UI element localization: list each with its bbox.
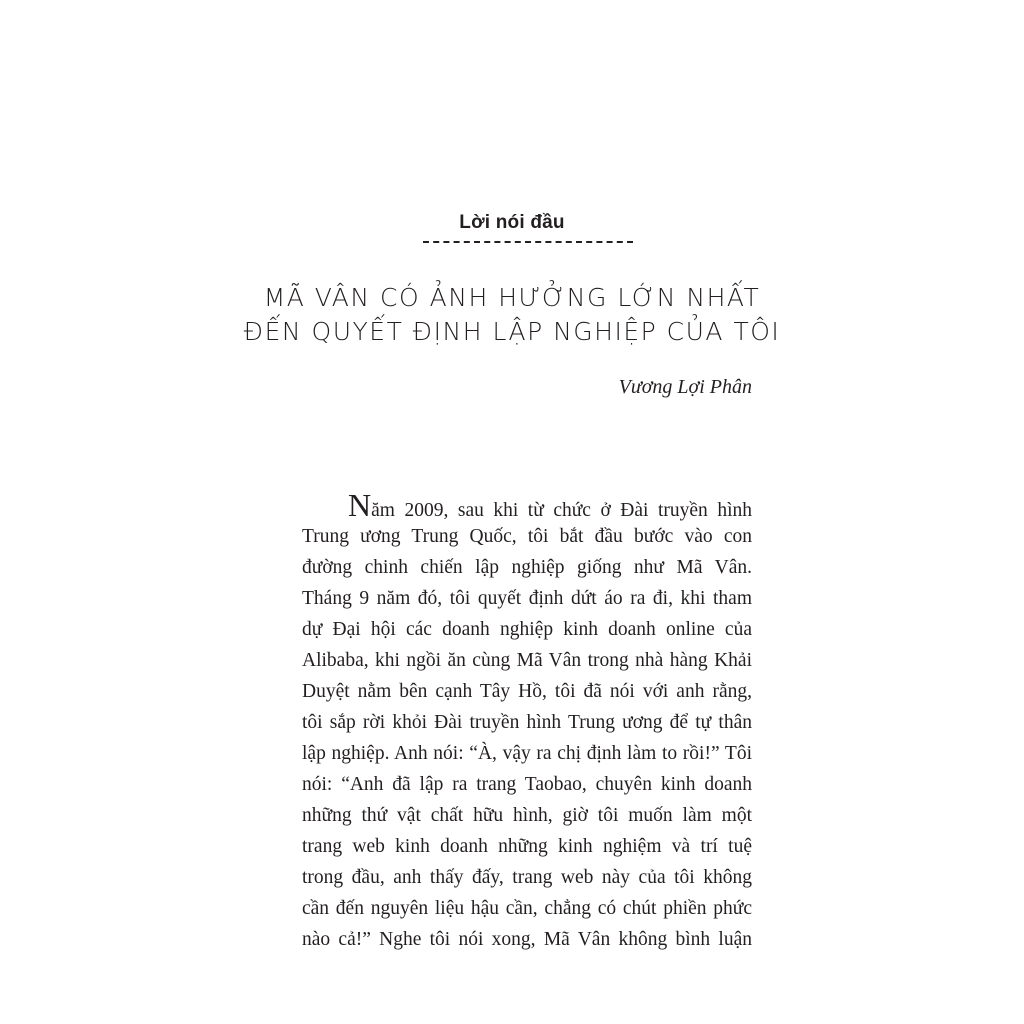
chapter-title-line: ĐẾN QUYẾT ĐỊNH LẬP NGHIỆP CỦA TÔI: [243, 317, 781, 346]
body-line: dự Đại hội các doanh nghiệp kinh doanh online của: [302, 619, 752, 640]
body-line: nói: “Anh đã lập ra trang Taobao, chuyên kinh doanh: [302, 774, 752, 795]
body-line: trang web kinh doanh những kinh nghiệm và trí tuệ: [302, 836, 752, 857]
body-line: cần đến nguyên liệu hậu cần, chẳng có chút phiền phức: [302, 898, 752, 919]
body-line: Trung ương Trung Quốc, tôi bắt đầu bước vào con: [302, 526, 752, 547]
body-line: nào cả!” Nghe tôi nói xong, Mã Vân không bình luận: [302, 929, 752, 950]
body-line: những thứ vật chất hữu hình, giờ tôi muốn làm một: [302, 805, 752, 826]
body-line: lập nghiệp. Anh nói: “À, vậy ra chị định làm to rồi!” Tôi: [302, 743, 752, 764]
chapter-title: [0, 281, 1024, 349]
section-label: Lời nói đầu: [459, 212, 565, 233]
body-line: tôi sắp rời khỏi Đài truyền hình Trung ương để tự thân: [302, 712, 752, 733]
body-line: Duyệt nằm bên cạnh Tây Hồ, tôi đã nói với anh rằng,: [302, 681, 752, 702]
body-paragraph: [302, 487, 752, 955]
body-line: Alibaba, khi ngồi ăn cùng Mã Vân trong nhà hàng Khải: [302, 650, 752, 671]
body-line: [302, 487, 752, 523]
drop-cap: N: [348, 487, 372, 523]
first-line-text: ăm 2009, sau khi từ chức ở Đài truyền hình: [371, 500, 752, 521]
dashed-divider: [423, 241, 633, 243]
body-line: đường chinh chiến lập nghiệp giống như Mã Vân.: [302, 557, 752, 578]
chapter-title-line: MÃ VÂN CÓ ẢNH HƯỞNG LỚN NHẤT: [263, 283, 761, 312]
author-name: Vương Lợi Phân: [618, 376, 752, 398]
body-line: Tháng 9 năm đó, tôi quyết định dứt áo ra đi, khi tham: [302, 588, 752, 609]
body-line: trong đầu, anh thấy đấy, trang web này của tôi không: [302, 867, 752, 888]
